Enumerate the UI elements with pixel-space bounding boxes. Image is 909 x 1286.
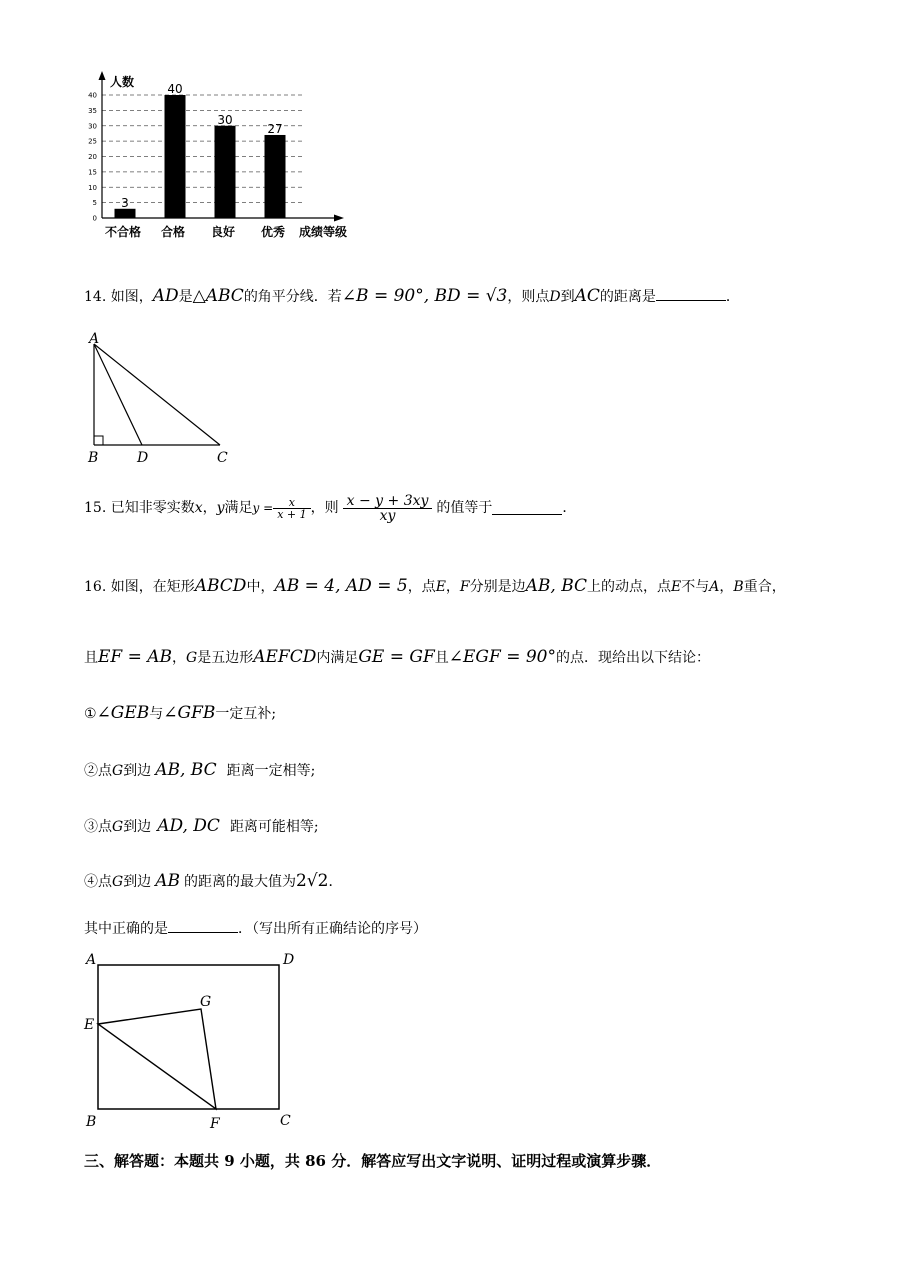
q16-math-ef: EF = AB [98, 647, 173, 667]
q16-math-egf: ∠EGF = 90° [448, 647, 556, 667]
c3-text: 距离可能相等; [229, 819, 319, 835]
label-g: G [200, 994, 212, 1010]
q14-dao: 到 [560, 289, 575, 305]
q16-ask [84, 920, 427, 936]
c4-text: 的距离的最大值为 [183, 874, 296, 890]
y-tick-label: 5 [92, 199, 97, 208]
q16-qie: 且 [84, 650, 98, 666]
c2-text: 距离一定相等; [226, 763, 316, 779]
bar-chart [80, 60, 380, 250]
q16-comma: ， [445, 579, 460, 595]
q14-text-1: 的角平分线．若 [243, 289, 342, 305]
q15-end: ． [562, 500, 577, 516]
label-b: B [86, 1114, 97, 1130]
c1-math-gfb: ∠GFB [163, 703, 216, 723]
c4-g: G [112, 874, 124, 890]
section-3-heading: 三、解答题：本题共 9 小题，共 86 分．解答应写出文字说明、证明过程或演算步骤． [84, 1152, 662, 1170]
q15-text-3: 的值等于 [436, 500, 493, 516]
label-d: D [137, 450, 149, 466]
c1-math-geb: ∠GEB [96, 703, 150, 723]
q15-fraction-1 [273, 497, 310, 520]
q15-number: 15. 已知非零实数 [84, 500, 195, 516]
q16-qie-2: 且 [434, 650, 449, 666]
q15-y-eq: y = [252, 501, 274, 515]
q16-text-7: 是五边形 [197, 650, 254, 666]
category-label: 优秀 [260, 225, 286, 239]
y-tick-label: 25 [88, 137, 97, 146]
q16-text-6: ， [172, 650, 187, 666]
y-tick-label: 40 [88, 91, 97, 100]
bar-value-label: 27 [267, 121, 283, 136]
q16-text-4: 不与 [681, 579, 710, 595]
category-label: 良好 [210, 225, 236, 239]
label-b: B [88, 450, 99, 466]
q15-frac2-num: x − y + 3xy [346, 492, 429, 509]
c4-prefix: ④点 [84, 874, 112, 890]
q14-triangle-figure [80, 330, 240, 470]
q16-conclusion-4 [84, 873, 342, 890]
label-f: F [210, 1116, 220, 1132]
c2-g: G [112, 763, 124, 779]
q16-text-8: 内满足 [316, 650, 359, 666]
c3-math: AD, DC [157, 816, 220, 836]
q16-answer-blank[interactable] [168, 920, 238, 933]
q14-math-ad: AD [152, 286, 179, 306]
q15-fraction-2 [343, 494, 433, 523]
c1-yu: 与 [149, 706, 164, 722]
q16-rectangle-figure [80, 948, 310, 1133]
c4-end: ． [328, 874, 343, 890]
c2-math: AB, BC [155, 760, 217, 780]
bar-value-label: 3 [121, 195, 129, 210]
q15-frac1-num: x [288, 495, 296, 509]
q15-frac2-den: xy [343, 508, 433, 523]
q16-number: 16. 如图，在矩形 [84, 579, 195, 595]
label-c: C [217, 450, 228, 466]
q14-point-d: D [549, 289, 561, 305]
category-label: 合格 [160, 225, 186, 239]
label-a: A [86, 952, 97, 968]
side-ac [94, 344, 220, 445]
category-label: 不合格 [104, 225, 142, 239]
q16-math-lengths: AB = 4, AD = 5 [274, 576, 408, 596]
q16-text-2: 分别是边 [469, 579, 526, 595]
bar [115, 209, 136, 218]
q16-ask-end: ．（写出所有正确结论的序号） [238, 921, 427, 937]
bar-value-label: 40 [167, 82, 183, 96]
c2-prefix: ②点 [84, 763, 112, 779]
q16-zhong: 中， [246, 579, 275, 595]
q16-conclusion-3 [84, 818, 319, 835]
q14-end: ． [725, 289, 740, 305]
c1-text: 一定互补; [215, 706, 277, 722]
c3-prefix: ③点 [84, 819, 112, 835]
y-tick-label: 20 [88, 153, 97, 161]
y-tick-label: 15 [88, 168, 97, 177]
q16-line-1 [84, 578, 786, 595]
y-tick-label: 30 [88, 122, 97, 131]
c4-value: 2√2 [295, 871, 329, 891]
q16-text-9: 的点．现给出以下结论： [555, 650, 710, 666]
q14-math-condition: ∠B = 90°, BD = √3 [341, 286, 508, 306]
q16-f: F [459, 579, 470, 595]
c4-mid: 到边 [123, 874, 152, 890]
y-tick-label: 10 [88, 183, 97, 192]
bar [165, 95, 186, 218]
c2-mid: 到边 [123, 763, 152, 779]
bar-value-label: 30 [217, 112, 233, 127]
q15-line [84, 485, 576, 531]
y-tick-label: 0 [92, 214, 97, 223]
q16-g: G [186, 650, 198, 666]
label-a: A [89, 331, 100, 347]
q14-shi: 是 [178, 289, 193, 305]
bisector-ad [94, 344, 142, 445]
x-axis-arrow [334, 215, 344, 222]
q16-line-2 [84, 649, 710, 666]
q15-y: y [216, 500, 225, 516]
q15-comma: ， [202, 500, 217, 516]
q16-math-aefcd: AEFCD [253, 647, 317, 667]
bar [215, 126, 236, 218]
q16-e2: E [671, 579, 682, 595]
q14-math-triangle: △ABC [192, 286, 244, 306]
right-angle-mark [94, 436, 103, 445]
q14-text-2: ，则点 [507, 289, 550, 305]
q16-conclusion-1 [84, 705, 276, 722]
y-axis-arrow [99, 71, 106, 80]
q14-text-3: 的距离是 [599, 289, 656, 305]
q15-frac1-den: x + 1 [273, 508, 310, 520]
y-axis-label: 人数 [110, 75, 135, 89]
q14-answer-blank[interactable] [656, 288, 726, 301]
c1-prefix: ① [84, 706, 97, 722]
triangle-egf [98, 1009, 216, 1109]
q16-e: E [435, 579, 446, 595]
q16-comma-2: ， [719, 579, 734, 595]
label-d: D [283, 952, 295, 968]
q16-text-1: ，点 [407, 579, 436, 595]
q16-math-ge-gf: GE = GF [358, 647, 435, 667]
q16-a: A [709, 579, 720, 595]
q16-conclusion-2 [84, 762, 315, 779]
q16-math-abcd: ABCD [194, 576, 247, 596]
c3-mid: 到边 [123, 819, 152, 835]
c3-g: G [112, 819, 124, 835]
q14-number: 14. 如图， [84, 289, 153, 305]
q15-text-2: ，则 [310, 500, 339, 516]
x-axis-label: 成绩等级 [299, 225, 348, 239]
q15-answer-blank[interactable] [492, 502, 562, 515]
label-e: E [84, 1017, 95, 1033]
y-tick-label: 35 [88, 106, 97, 115]
q14-line [84, 288, 740, 305]
label-c: C [280, 1113, 291, 1129]
q16-text-5: 重合， [743, 579, 786, 595]
q16-b: B [733, 579, 744, 595]
q14-math-ac: AC [574, 286, 600, 306]
q16-ask-text: 其中正确的是 [84, 921, 168, 937]
q15-x: x [194, 500, 203, 516]
q16-math-abbc: AB, BC [525, 576, 588, 596]
bar [265, 135, 286, 218]
c4-math-ab: AB [155, 871, 180, 891]
rectangle-abcd [98, 965, 279, 1109]
q16-text-3: 上的动点，点 [587, 579, 672, 595]
q15-text-1: 满足 [224, 500, 253, 516]
